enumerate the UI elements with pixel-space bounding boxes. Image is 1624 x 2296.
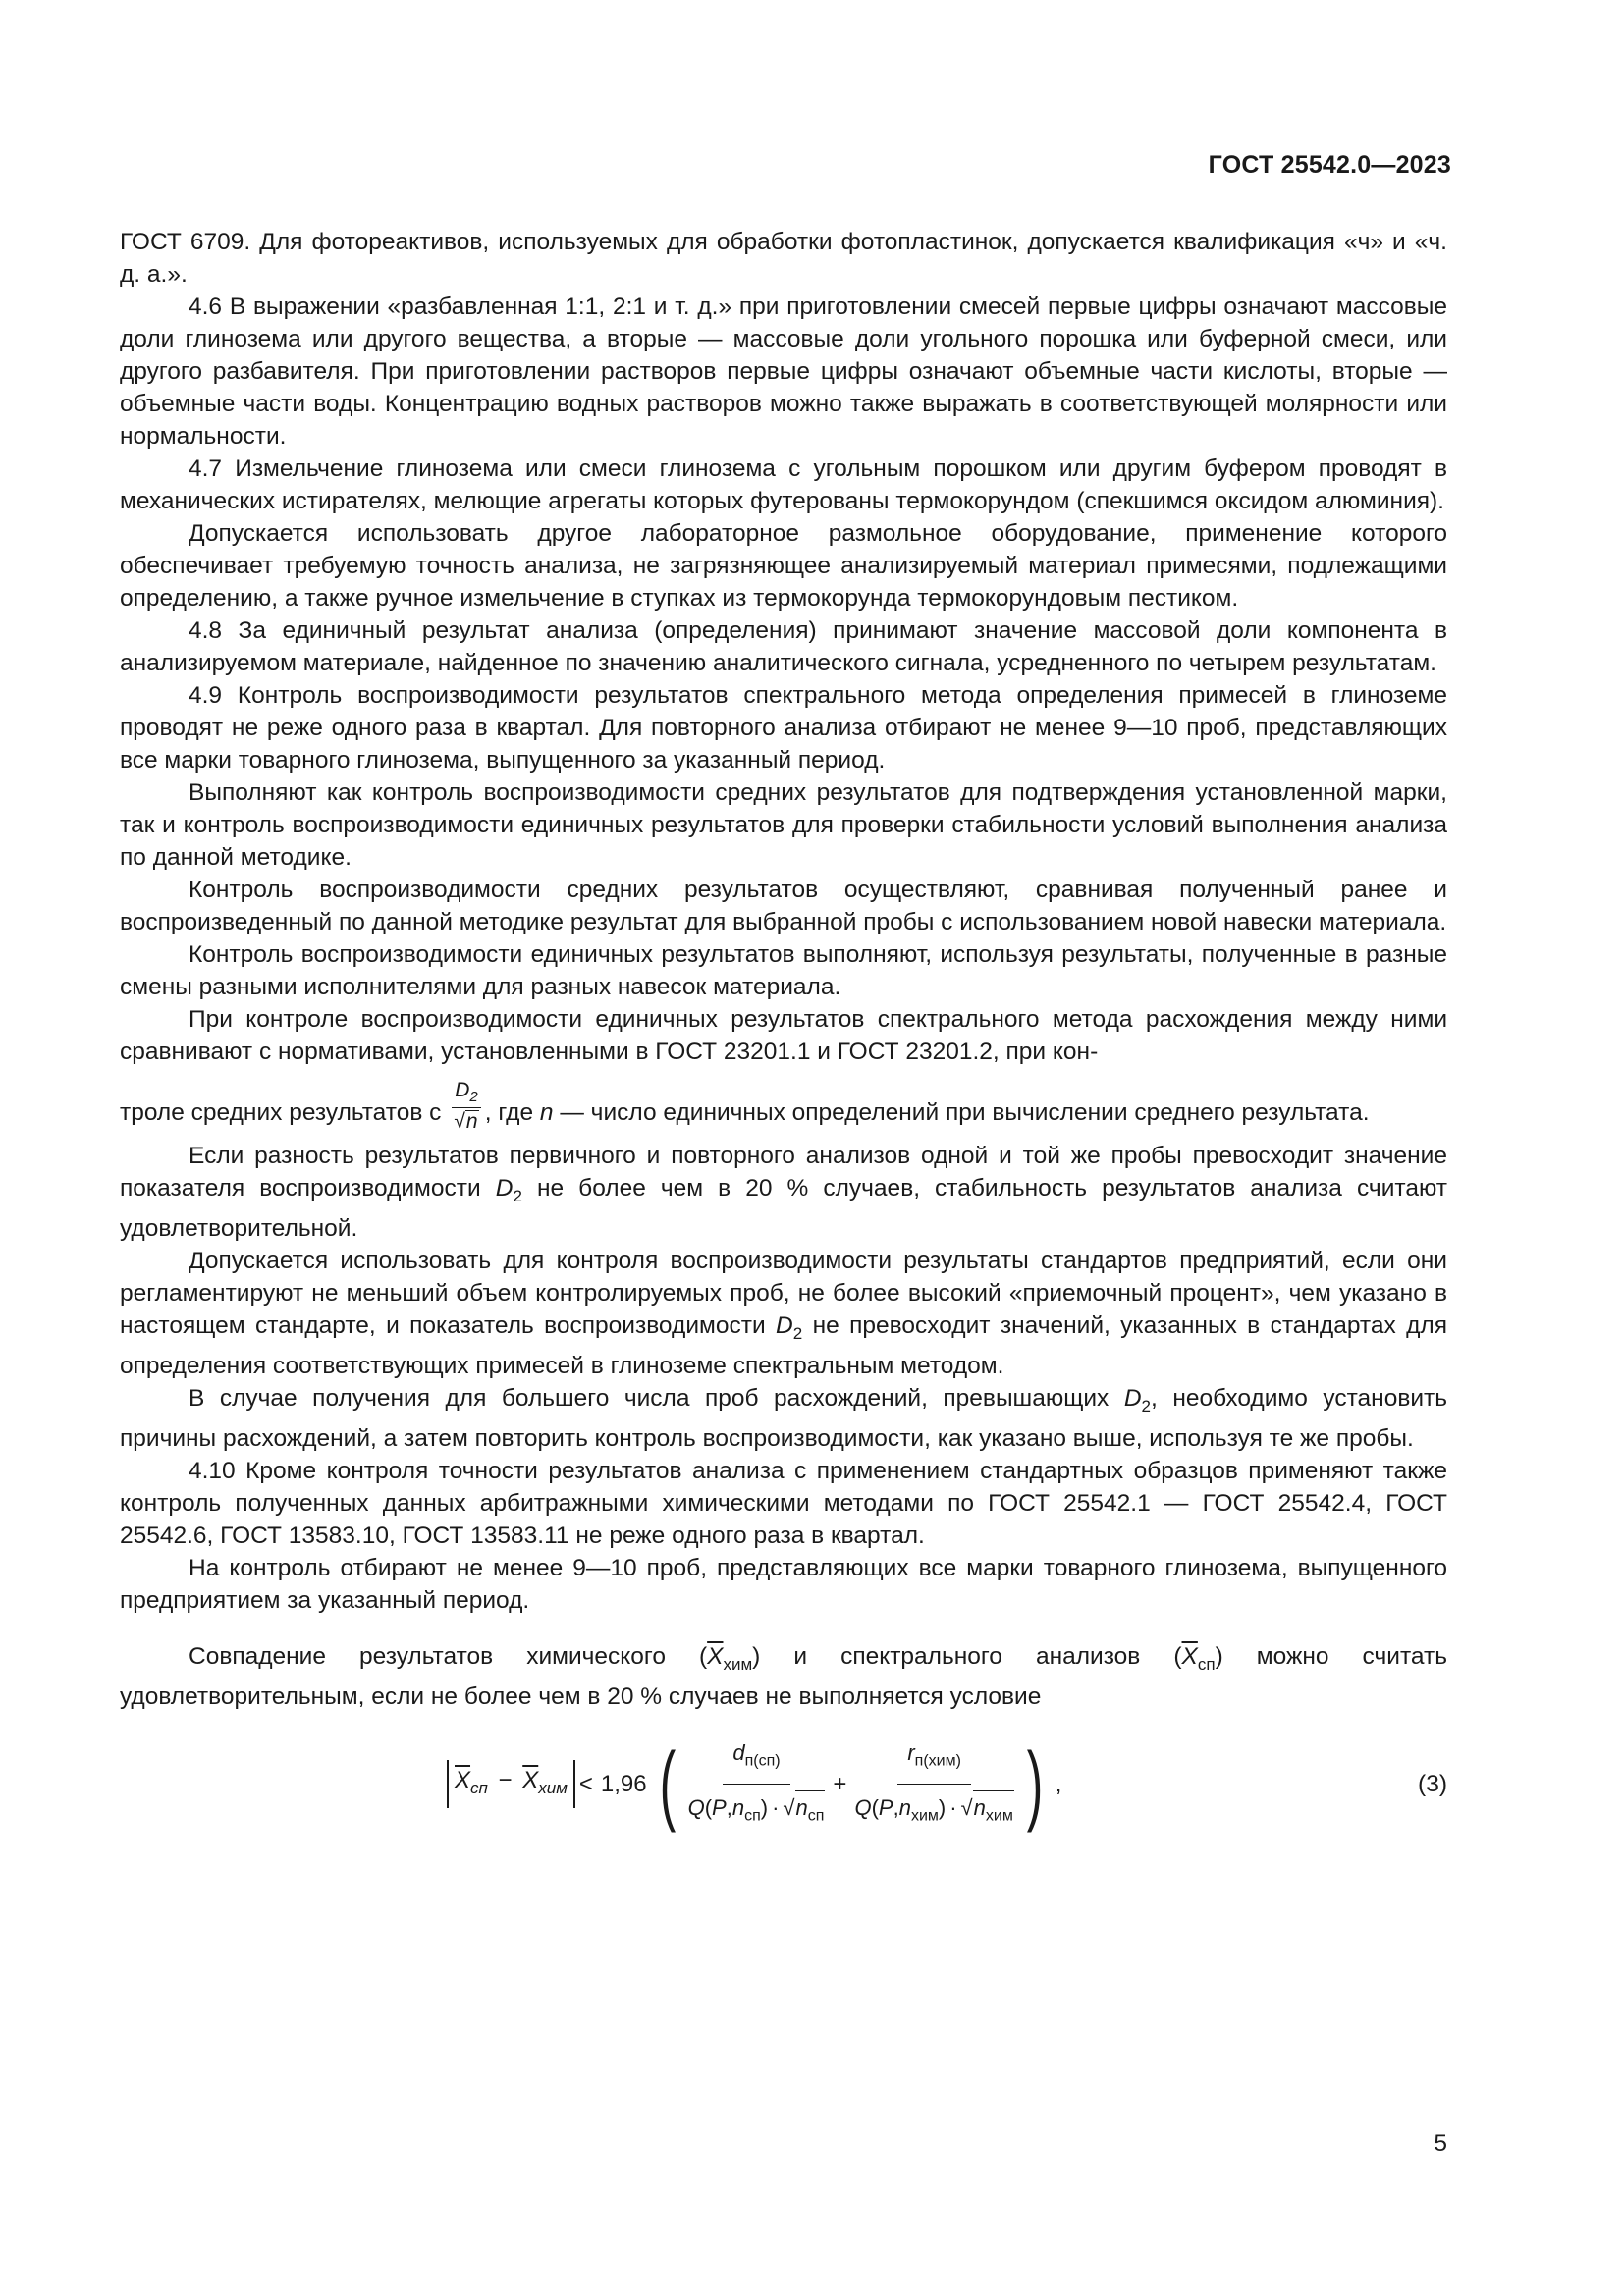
- paragraph-with-fraction: троле средних результатов с $\frac{D_2}{√n}$ , где n — число единичных определений при вычислении среднего результата.: [120, 1079, 1370, 1134]
- paragraph-4-10: 4.10 Кроме контроля точности результатов анализа с применением стандартных образцов применяют также контроль полученных данных арбитражными химическими методами по ГОСТ 25542.1 — ГОСТ 25542.4, ГОСТ 25542.6, ГОСТ 13583.10, ГОСТ 13583.11 не реже одного раза в квартал.: [120, 1457, 1447, 1549]
- document-body: [120, 226, 1447, 1839]
- paragraph: На контроль отбирают не менее 9—10 проб, представляющих все марки товарного глинозема, выпущенного предприятием за указанный период.: [120, 1554, 1447, 1614]
- paragraph: Контроль воспроизводимости средних результатов осуществляют, сравнивая полученный ранее и воспроизведенный по данной методике результат для выбранной пробы с использованием новой навески материала.: [120, 877, 1447, 935]
- paragraph: Допускается использовать для контроля воспроизводимости результаты стандартов предприятий, если они регламентируют не меньший объем контролируемых проб, не более высокий «приемочный процент», чем указано в настоящем стандарте, и показатель воспроизводимости $D_2$ не превосходит значений, указанных в стандартах для определения соответствующих примесей в глиноземе спектральным методом.: [120, 1248, 1447, 1379]
- page-number: 5: [1434, 2130, 1447, 2157]
- paragraph: Контроль воспроизводимости единичных результатов выполняют, используя результаты, полученные в разные смены разными исполнителями для разных навесок материала.: [120, 941, 1447, 1000]
- paragraph-4-6: 4.6 В выражении «разбавленная 1:1, 2:1 и т. д.» при приготовлении смесей первые цифры означают массовые доли глинозема или другого вещества, а вторые — массовые доли угольного порошка или буферной смеси, или другого разбавителя. При приготовлении растворов первые цифры означают объемные части кислоты, вторые — объемные части воды. Концентрацию водных растворов можно также выражать в соответствующей молярности или нормальности.: [120, 294, 1447, 450]
- paragraph: В случае получения для большего числа проб расхождений, превышающих $D_2$, необходимо установить причины расхождений, а затем повторить контроль воспроизводимости, как указано выше, используя те же пробы.: [120, 1384, 1448, 1452]
- paragraph-condition: Совпадение результатов химического $(\overline{X}_{хим})$ и спектрального анализов $(\overline{X}_{сп})$ можно считать удовлетворительным, если не более чем в 20 % случаев не выполняется условие: [120, 1642, 1447, 1710]
- equation-number: (3): [1418, 1770, 1447, 1797]
- absolute-difference: $\overline{X}_{сп} - \overline{X}_{хим}$: [447, 1760, 575, 1808]
- fraction-chemical: $r_{п(хим)}$ $Q(P,n_{хим}) \cdot √n_{хим}$: [854, 1736, 1013, 1832]
- fraction-spectral: $d_{п(сп)}$ $Q(P,n_{сп}) \cdot √n_{сп}$: [688, 1736, 826, 1832]
- paragraph: Допускается использовать другое лабораторное размольное оборудование, применение которого обеспечивает требуемую точность анализа, не загрязняющее анализируемый материал примесями, подлежащими определению, а также ручное измельчение в ступках из термокорунда термокорундовым пестиком.: [120, 520, 1447, 612]
- paragraph-4-8: 4.8 За единичный результат анализа (определения) принимают значение массовой доли компонента в анализируемом материале, найденное по значению аналитического сигнала, усредненного по четырем результатам.: [120, 617, 1447, 676]
- d2-over-sqrt-n-fraction: $\frac{D_2}{√n}$: [452, 1080, 481, 1132]
- paragraph: Если разность результатов первичного и повторного анализов одной и той же пробы превосходит значение показателя воспроизводимости $D_2$ не более чем в 20 % случаев, стабильность результатов анализа считают удовлетворительной.: [120, 1143, 1448, 1243]
- formula-expression: $\overline{X}_{сп} - \overline{X}_{хим}$ < 1,96 ( $d_{п(сп)}$ $Q(P,n_{сп}) \cdot √n_{сп}$ + $r_{п(хим)}$ $Q(P,n_{хим}) \cdot √n_{хим}$ ) ,: [447, 1731, 1065, 1839]
- paragraph: Выполняют как контроль воспроизводимости средних результатов для подтверждения установленной марки, так и контроль воспроизводимости единичных результатов для проверки стабильности условий выполнения анализа по данной методике.: [120, 779, 1447, 871]
- paragraph: ГОСТ 6709. Для фотореактивов, используемых для обработки фотопластинок, допускается квалификация «ч» и «ч. д. а.».: [120, 229, 1447, 288]
- paragraph-4-9: 4.9 Контроль воспроизводимости результатов спектрального метода определения примесей в глиноземе проводят не реже одного раза в квартал. Для повторного анализа отбирают не менее 9—10 проб, представляющих все марки товарного глинозема, выпущенного за указанный период.: [120, 682, 1447, 774]
- standard-header: ГОСТ 25542.0—2023: [1208, 151, 1451, 179]
- formula-3: [120, 1731, 1447, 1839]
- paragraph: При контроле воспроизводимости единичных результатов спектрального метода расхождения между ними сравнивают с нормативами, установленными в ГОСТ 23201.1 и ГОСТ 23201.2, при кон-: [120, 1006, 1447, 1065]
- paragraph-4-7: 4.7 Измельчение глинозема или смеси глинозема с угольным порошком или другим буфером проводят в механических истирателях, мелющие агрегаты которых футерованы термокорундом (спекшимся оксидом алюминия).: [120, 455, 1447, 514]
